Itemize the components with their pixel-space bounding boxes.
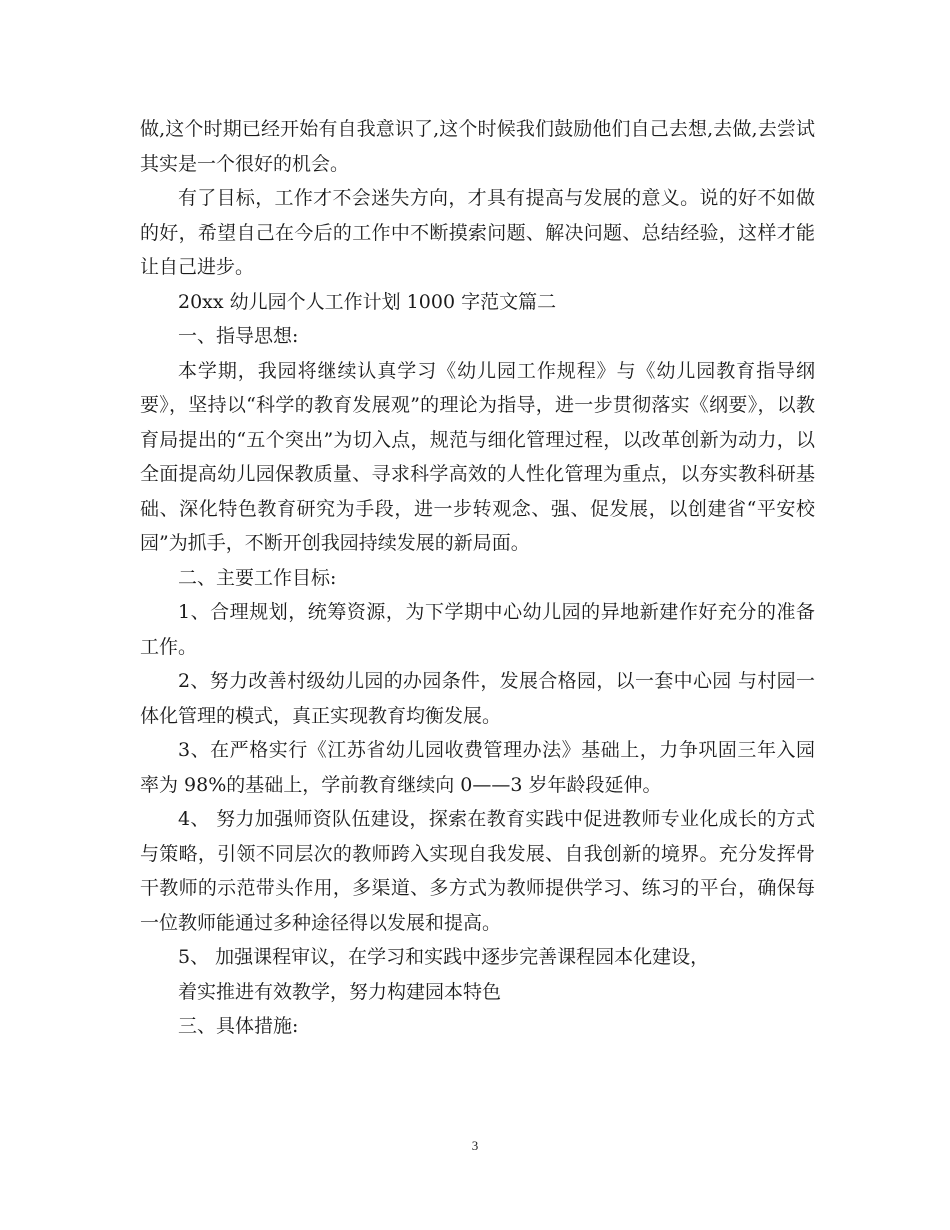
list-item-goal-5-continuation: 着实推进有效教学，努力构建园本特色 xyxy=(178,980,502,1003)
section-title: 20xx 幼儿园个人工作计划 1000 字范文篇二 xyxy=(178,290,557,313)
heading-guiding-thought: 一、指导思想: xyxy=(178,325,299,347)
page-number: 3 xyxy=(471,1138,479,1153)
document-body xyxy=(140,112,815,1044)
paragraph-goal-summary: 有了目标，工作才不会迷失方向，才具有提高与发展的意义。说的好不如做的好，希望自己在今后的工作中不断摸索问题、解决问题、总结经验，这样才能让自己进步。 xyxy=(140,187,815,278)
list-item-goal-4: 4、 努力加强师资队伍建设，探索在教育实践中促进教师专业化成长的方式与策略，引领不同层次的教师跨入实现自我发展、自我创新的境界。充分发挥骨干教师的示范带头作用，多渠道、多方式为教师提供学习、练习的平台，确保每一位教师能通过多种途径得以发展和提高。 xyxy=(140,808,815,934)
heading-main-goals: 二、主要工作目标: xyxy=(178,566,337,589)
paragraph-continuation: 做,这个时期已经开始有自我意识了,这个时候我们鼓励他们自己去想,去做,去尝试其实是一个很好的机会。 xyxy=(140,118,815,175)
list-item-goal-5: 5、 加强课程审议，在学习和实践中逐步完善课程园本化建设， xyxy=(178,946,710,968)
heading-specific-measures: 三、具体措施: xyxy=(178,1015,299,1037)
list-item-goal-2: 2、努力改善村级幼儿园的办园条件，发展合格园，以一套中心园 与村园一体化管理的模式，真正实现教育均衡发展。 xyxy=(140,670,815,727)
list-item-goal-3: 3、在严格实行《江苏省幼儿园收费管理办法》基础上，力争巩固三年入园率为 98%的基础上，学前教育继续向 0——3 岁年龄段延伸。 xyxy=(140,739,815,796)
list-item-goal-1: 1、合理规划，统筹资源，为下学期中心幼儿园的异地新建作好充分的准备工作。 xyxy=(140,601,815,658)
paragraph-guiding-thought: 本学期，我园将继续认真学习《幼儿园工作规程》与《幼儿园教育指导纲要》，坚持以“科学的教育发展观”的理论为指导，进一步贯彻落实《纲要》，以教育局提出的“五个突出”为切入点，规范与细化管理过程，以改革创新为动力，以全面提高幼儿园保教质量、寻求科学高效的人性化管理为重点，以夯实教科研基础、深化特色教育研究为手段，进一步转观念、强、促发展，以创建省“平安校园”为抓手，不断开创我园持续发展的新局面。 xyxy=(140,359,815,554)
